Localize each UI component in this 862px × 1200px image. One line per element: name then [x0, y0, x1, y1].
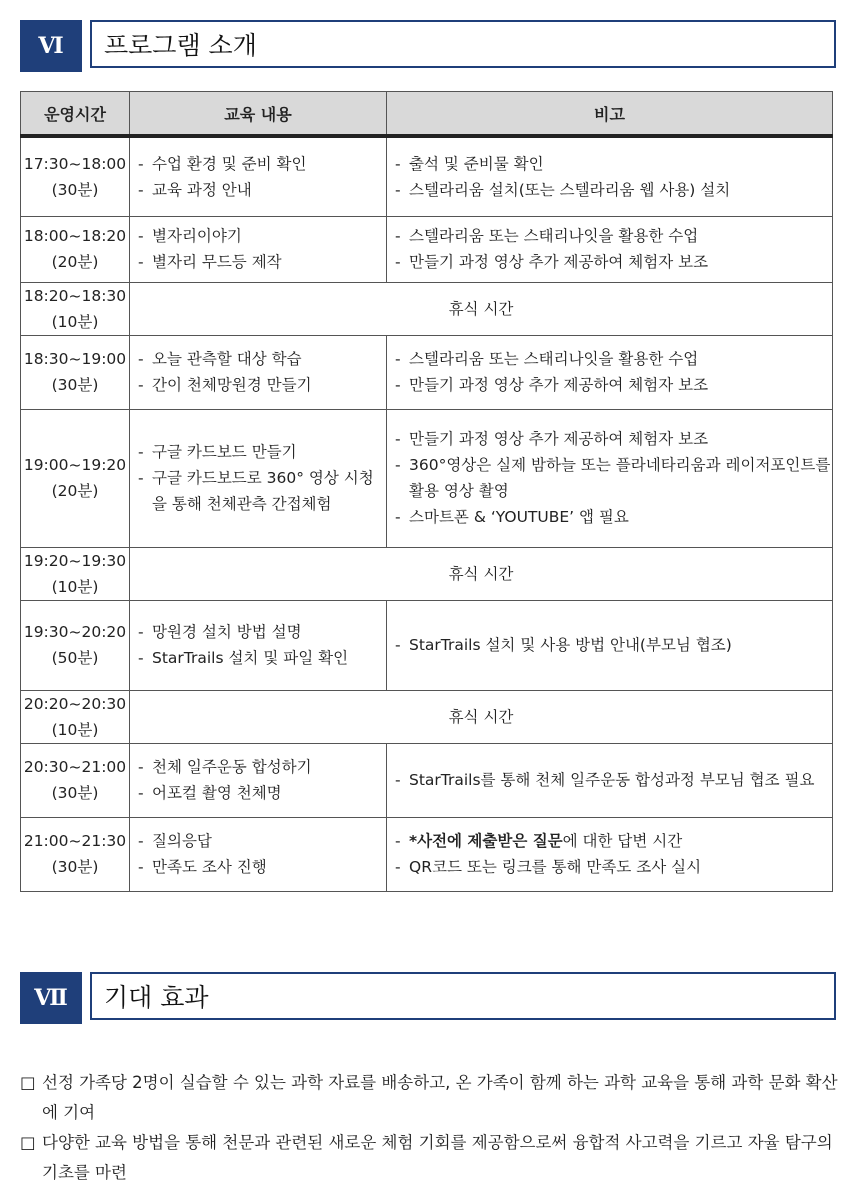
break-label: 휴식 시간	[130, 547, 833, 600]
content-text: 수업 환경 및 준비 확인	[152, 154, 307, 173]
note-line	[395, 249, 832, 275]
table-header-row	[21, 92, 833, 137]
section-7-title: 기대 효과	[90, 972, 836, 1020]
note-line	[395, 452, 832, 504]
note-line	[395, 828, 832, 854]
content-cell	[130, 600, 387, 690]
note-text: *사전에 제출받은 질문에 대한 답변 시간	[409, 832, 683, 850]
header-time: 운영시간	[21, 92, 130, 137]
note-text: 출석 및 준비물 확인	[409, 154, 544, 173]
content-text: 오늘 관측할 대상 학습	[152, 350, 302, 368]
content-text: 구글 카드보드로 360° 영상 시청을 통해 천체관측 간접체험	[152, 469, 374, 513]
dash-bullet: -	[395, 253, 401, 271]
note-text: 만들기 과정 영상 추가 제공하여 체험자 보조	[409, 376, 709, 394]
dash-bullet: -	[138, 350, 144, 368]
header-content: 교육 내용	[130, 92, 387, 137]
note-text: StarTrails 설치 및 사용 방법 안내(부모님 협조)	[409, 636, 732, 654]
table-row	[21, 817, 833, 891]
break-row	[21, 547, 833, 600]
content-text: StarTrails 설치 및 파일 확인	[152, 649, 349, 667]
table-row	[21, 600, 833, 690]
note-cell	[387, 136, 833, 216]
content-text: 천체 일주운동 합성하기	[152, 758, 312, 776]
content-text: 구글 카드보드 만들기	[152, 443, 297, 461]
time-cell: 18:30~19:00 (30분)	[21, 335, 130, 409]
note-cell	[387, 817, 833, 891]
program-schedule-table	[20, 91, 833, 892]
content-line	[138, 780, 386, 806]
break-label: 휴식 시간	[130, 282, 833, 335]
time-cell: 19:30~20:20 (50분)	[21, 600, 130, 690]
effect-text: 선정 가족당 2명이 실습할 수 있는 과학 자료를 배송하고, 온 가족이 함께 하는 과학 교육을 통해 과학 문화 확산에 기여	[42, 1073, 838, 1122]
dash-bullet: -	[395, 771, 401, 789]
time-cell: 20:30~21:00 (30분)	[21, 743, 130, 817]
section-7-number: Ⅶ	[20, 972, 82, 1024]
content-line	[138, 465, 386, 517]
note-line	[395, 372, 832, 398]
content-line	[138, 619, 386, 645]
checkbox-icon: □	[20, 1133, 36, 1152]
note-text: 만들기 과정 영상 추가 제공하여 체험자 보조	[409, 430, 709, 448]
note-text: 만들기 과정 영상 추가 제공하여 체험자 보조	[409, 253, 709, 271]
note-cell	[387, 216, 833, 282]
note-line	[395, 346, 832, 372]
content-line	[138, 828, 386, 854]
section-6-title: 프로그램 소개	[90, 20, 836, 68]
break-row	[21, 690, 833, 743]
note-text: 360°영상은 실제 밤하늘 또는 플라네타리움과 레이저포인트를 활용 영상 촬영	[409, 456, 831, 500]
note-line	[395, 632, 832, 658]
effect-item	[20, 1068, 840, 1128]
content-line	[138, 223, 386, 249]
table-row	[21, 136, 833, 216]
dash-bullet: -	[395, 832, 401, 850]
time-cell: 19:20~19:30 (10분)	[21, 547, 130, 600]
effect-item	[20, 1128, 840, 1188]
dash-bullet: -	[395, 508, 401, 526]
dash-bullet: -	[395, 858, 401, 876]
dash-bullet: -	[138, 443, 144, 461]
content-line	[138, 854, 386, 880]
note-text: QR코드 또는 링크를 통해 만족도 조사 실시	[409, 858, 702, 876]
content-cell	[130, 409, 387, 547]
dash-bullet: -	[138, 758, 144, 776]
table-row	[21, 216, 833, 282]
expected-effects-list	[20, 1068, 840, 1188]
table-row	[21, 335, 833, 409]
table-row	[21, 743, 833, 817]
dash-bullet: -	[138, 784, 144, 802]
content-text: 교육 과정 안내	[152, 180, 252, 199]
dash-bullet: -	[395, 227, 401, 245]
note-line	[395, 223, 832, 249]
content-text: 별자리이야기	[152, 227, 242, 245]
content-text: 만족도 조사 진행	[152, 858, 267, 876]
time-cell: 20:20~20:30 (10분)	[21, 690, 130, 743]
dash-bullet: -	[138, 469, 144, 487]
content-line	[138, 151, 386, 177]
dash-bullet: -	[138, 858, 144, 876]
note-line	[395, 426, 832, 452]
dash-bullet: -	[138, 623, 144, 641]
note-cell	[387, 335, 833, 409]
content-cell	[130, 136, 387, 216]
content-cell	[130, 817, 387, 891]
content-text: 간이 천체망원경 만들기	[152, 376, 312, 394]
note-line	[395, 854, 832, 880]
dash-bullet: -	[138, 227, 144, 245]
note-cell	[387, 743, 833, 817]
note-cell	[387, 409, 833, 547]
content-cell	[130, 335, 387, 409]
content-line	[138, 372, 386, 398]
note-line	[395, 177, 832, 203]
break-row	[21, 282, 833, 335]
dash-bullet: -	[138, 649, 144, 667]
note-line	[395, 767, 832, 793]
note-line	[395, 151, 832, 177]
section-7-header	[20, 972, 836, 1024]
content-line	[138, 249, 386, 275]
note-text: 스마트폰 & ‘YOUTUBE’ 앱 필요	[409, 508, 629, 526]
note-text: 스텔라리움 또는 스태리나잇을 활용한 수업	[409, 350, 699, 368]
section-6-header	[20, 20, 836, 72]
content-line	[138, 177, 386, 203]
dash-bullet: -	[395, 456, 401, 474]
note-text: 스텔라리움 또는 스태리나잇을 활용한 수업	[409, 227, 699, 245]
content-cell	[130, 743, 387, 817]
content-text: 질의응답	[152, 832, 212, 850]
header-note: 비고	[387, 92, 833, 137]
content-line	[138, 645, 386, 671]
time-cell: 18:20~18:30 (10분)	[21, 282, 130, 335]
note-text: 스텔라리움 설치(또는 스텔라리움 웹 사용) 설치	[409, 180, 731, 199]
dash-bullet: -	[138, 376, 144, 394]
dash-bullet: -	[395, 376, 401, 394]
content-line	[138, 346, 386, 372]
dash-bullet: -	[138, 180, 144, 199]
table-row	[21, 409, 833, 547]
content-text: 어포컬 촬영 천체명	[152, 784, 282, 802]
note-text: StarTrails를 통해 천체 일주운동 합성과정 부모님 협조 필요	[409, 771, 815, 789]
note-cell	[387, 600, 833, 690]
time-cell: 17:30~18:00 (30분)	[21, 136, 130, 216]
time-cell: 18:00~18:20 (20분)	[21, 216, 130, 282]
dash-bullet: -	[395, 636, 401, 654]
time-cell: 19:00~19:20 (20분)	[21, 409, 130, 547]
dash-bullet: -	[138, 154, 144, 173]
dash-bullet: -	[395, 350, 401, 368]
break-label: 휴식 시간	[130, 690, 833, 743]
content-text: 별자리 무드등 제작	[152, 253, 282, 271]
note-line	[395, 504, 832, 530]
section-6-number: Ⅵ	[20, 20, 82, 72]
checkbox-icon: □	[20, 1073, 36, 1092]
content-line	[138, 439, 386, 465]
content-text: 망원경 설치 방법 설명	[152, 623, 302, 641]
content-cell	[130, 216, 387, 282]
effect-text: 다양한 교육 방법을 통해 천문과 관련된 새로운 체험 기회를 제공함으로써 융합적 사고력을 기르고 자율 탐구의 기초를 마련	[42, 1133, 833, 1182]
dash-bullet: -	[138, 253, 144, 271]
dash-bullet: -	[395, 430, 401, 448]
content-line	[138, 754, 386, 780]
time-cell: 21:00~21:30 (30분)	[21, 817, 130, 891]
dash-bullet: -	[395, 154, 401, 173]
dash-bullet: -	[138, 832, 144, 850]
dash-bullet: -	[395, 180, 401, 199]
